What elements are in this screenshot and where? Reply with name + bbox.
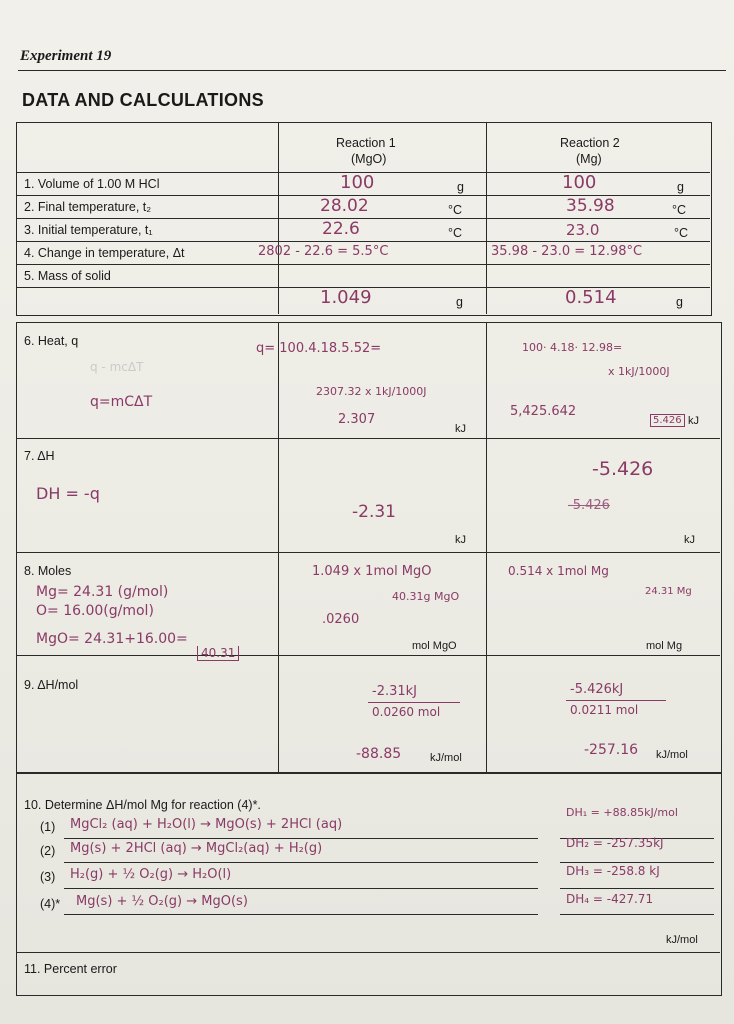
equation-1: MgCl₂ (aq) + H₂O(l) → MgO(s) + 2HCl (aq) bbox=[70, 817, 343, 832]
molar-mass-mgo: MgO= 24.31+16.00= bbox=[36, 631, 188, 647]
unit: kJ/mol bbox=[666, 934, 698, 946]
r1-moles-calc: 1.049 x 1mol MgO bbox=[312, 564, 432, 579]
r2-delta-h-scratch: -5.426 bbox=[568, 498, 610, 513]
col1-sub: (MgO) bbox=[351, 152, 387, 166]
heat-label: 6. Heat, q bbox=[24, 334, 79, 348]
r1-mass: 1.049 bbox=[320, 287, 372, 308]
row-line bbox=[16, 264, 710, 265]
col2-title: Reaction 2 bbox=[560, 136, 620, 150]
fraction-bar bbox=[368, 702, 460, 703]
row-label: 1. Volume of 1.00 M HCl bbox=[24, 177, 160, 191]
r1-heat-conv: 2307.32 x 1kJ/1000J bbox=[316, 385, 427, 398]
fraction-bar bbox=[566, 700, 666, 701]
unit: kJ/mol bbox=[430, 752, 462, 764]
row-label: 3. Initial temperature, t₁ bbox=[24, 223, 153, 237]
col1-title: Reaction 1 bbox=[336, 136, 396, 150]
unit: kJ bbox=[455, 423, 466, 435]
unit: mol Mg bbox=[646, 640, 683, 652]
r2-initial-temp: 23.0 bbox=[566, 221, 600, 239]
unit: °C bbox=[448, 226, 463, 240]
unit: mol MgO bbox=[412, 640, 457, 652]
delta-h-per-mol-label: 9. ΔH/mol bbox=[24, 678, 79, 692]
header-rule bbox=[18, 70, 726, 71]
r2-moles-denom: 24.31 Mg bbox=[645, 586, 692, 597]
faint-formula: q - mcΔT bbox=[90, 360, 144, 374]
percent-error-label: 11. Percent error bbox=[24, 962, 117, 976]
row-line bbox=[16, 552, 720, 553]
r1-dh-num: -2.31kJ bbox=[372, 684, 417, 699]
r1-dh-den: 0.0260 mol bbox=[372, 705, 441, 719]
answer-line bbox=[64, 838, 538, 839]
molar-mass-mg: Mg= 24.31 (g/mol) bbox=[36, 584, 169, 600]
r1-delta-h: -2.31 bbox=[352, 502, 396, 522]
delta-h-formula: DH = -q bbox=[36, 484, 100, 503]
row-label: 5. Mass of solid bbox=[24, 269, 111, 283]
experiment-heading: Experiment 19 bbox=[20, 48, 112, 64]
delta-h-label: 7. ΔH bbox=[24, 449, 55, 463]
molar-mass-o: O= 16.00(g/mol) bbox=[36, 603, 154, 619]
r1-dh-per-mol: -88.85 bbox=[356, 746, 402, 762]
answer-line bbox=[560, 888, 714, 889]
r2-heat-boxed: 5.426 bbox=[650, 414, 685, 427]
r1-moles-result: .0260 bbox=[322, 612, 360, 627]
unit: g bbox=[676, 295, 683, 309]
unit: kJ bbox=[455, 534, 466, 546]
r2-moles-calc: 0.514 x 1mol Mg bbox=[508, 564, 609, 578]
dh-3: DH₃ = -258.8 kJ bbox=[566, 864, 660, 878]
eq-num: (3) bbox=[40, 870, 56, 884]
row-line bbox=[16, 952, 720, 953]
col-divider-2 bbox=[486, 322, 487, 772]
equation-3: H₂(g) + ½ O₂(g) → H₂O(l) bbox=[70, 867, 232, 882]
r1-heat-calc: q= 100.4.18.5.52= bbox=[256, 341, 382, 356]
answer-line bbox=[64, 862, 538, 863]
r1-final-temp: 28.02 bbox=[320, 196, 369, 216]
equation-4: Mg(s) + ½ O₂(g) → MgO(s) bbox=[76, 894, 248, 909]
row-label: 4. Change in temperature, Δt bbox=[24, 246, 185, 260]
dh-2: DH₂ = -257.35kJ bbox=[566, 836, 664, 850]
unit: g bbox=[456, 295, 463, 309]
r1-volume: 100 bbox=[340, 172, 375, 193]
answer-line bbox=[64, 914, 538, 915]
r1-heat-result: 2.307 bbox=[338, 412, 376, 427]
r1-initial-temp: 22.6 bbox=[322, 219, 360, 239]
r2-mass: 0.514 bbox=[565, 287, 617, 308]
eq-num: (4)* bbox=[40, 897, 61, 911]
unit: °C bbox=[448, 203, 463, 217]
eq-num: (2) bbox=[40, 844, 56, 858]
unit: g bbox=[457, 180, 464, 194]
hess-label: 10. Determine ΔH/mol Mg for reaction (4)*. bbox=[24, 798, 261, 812]
r1-delta-t: 2802 - 22.6 = 5.5°C bbox=[258, 244, 389, 259]
answer-line bbox=[560, 862, 714, 863]
moles-label: 8. Moles bbox=[24, 564, 72, 578]
answer-line bbox=[64, 888, 538, 889]
molar-mass-mgo-result: 40.31 bbox=[197, 646, 239, 661]
unit: kJ bbox=[684, 534, 695, 546]
unit: °C bbox=[674, 226, 689, 240]
r1-moles-denom: 40.31g MgO bbox=[392, 590, 460, 603]
r2-final-temp: 35.98 bbox=[566, 196, 615, 216]
row-label: 2. Final temperature, t₂ bbox=[24, 200, 152, 214]
heat-formula: q=mCΔT bbox=[90, 394, 153, 410]
row-line bbox=[16, 218, 710, 219]
unit: °C bbox=[672, 203, 687, 217]
row-line bbox=[16, 438, 720, 439]
r2-volume: 100 bbox=[562, 172, 597, 193]
unit: kJ bbox=[688, 415, 699, 427]
row-line bbox=[16, 655, 720, 656]
r2-heat-result: 5,425.642 bbox=[510, 404, 577, 419]
col-divider-1 bbox=[278, 322, 279, 772]
r2-delta-h: -5.426 bbox=[592, 458, 654, 480]
r2-delta-t: 35.98 - 23.0 = 12.98°C bbox=[491, 244, 643, 259]
r2-dh-den: 0.0211 mol bbox=[570, 703, 639, 717]
equation-2: Mg(s) + 2HCl (aq) → MgCl₂(aq) + H₂(g) bbox=[70, 841, 323, 856]
unit: g bbox=[677, 180, 684, 194]
unit: kJ/mol bbox=[656, 749, 688, 761]
r2-dh-num: -5.426kJ bbox=[570, 682, 624, 697]
section-title: DATA AND CALCULATIONS bbox=[22, 90, 264, 110]
eq-num: (1) bbox=[40, 820, 56, 834]
r2-heat-conv: x 1kJ/1000J bbox=[608, 365, 670, 378]
dh-1: DH₁ = +88.85kJ/mol bbox=[566, 806, 678, 819]
dh-4: DH₄ = -427.71 bbox=[566, 892, 654, 906]
col2-sub: (Mg) bbox=[576, 152, 602, 166]
answer-line bbox=[560, 914, 714, 915]
r2-heat-calc: 100· 4.18· 12.98= bbox=[522, 341, 623, 354]
r2-dh-per-mol: -257.16 bbox=[584, 742, 639, 758]
row-line bbox=[16, 241, 710, 242]
